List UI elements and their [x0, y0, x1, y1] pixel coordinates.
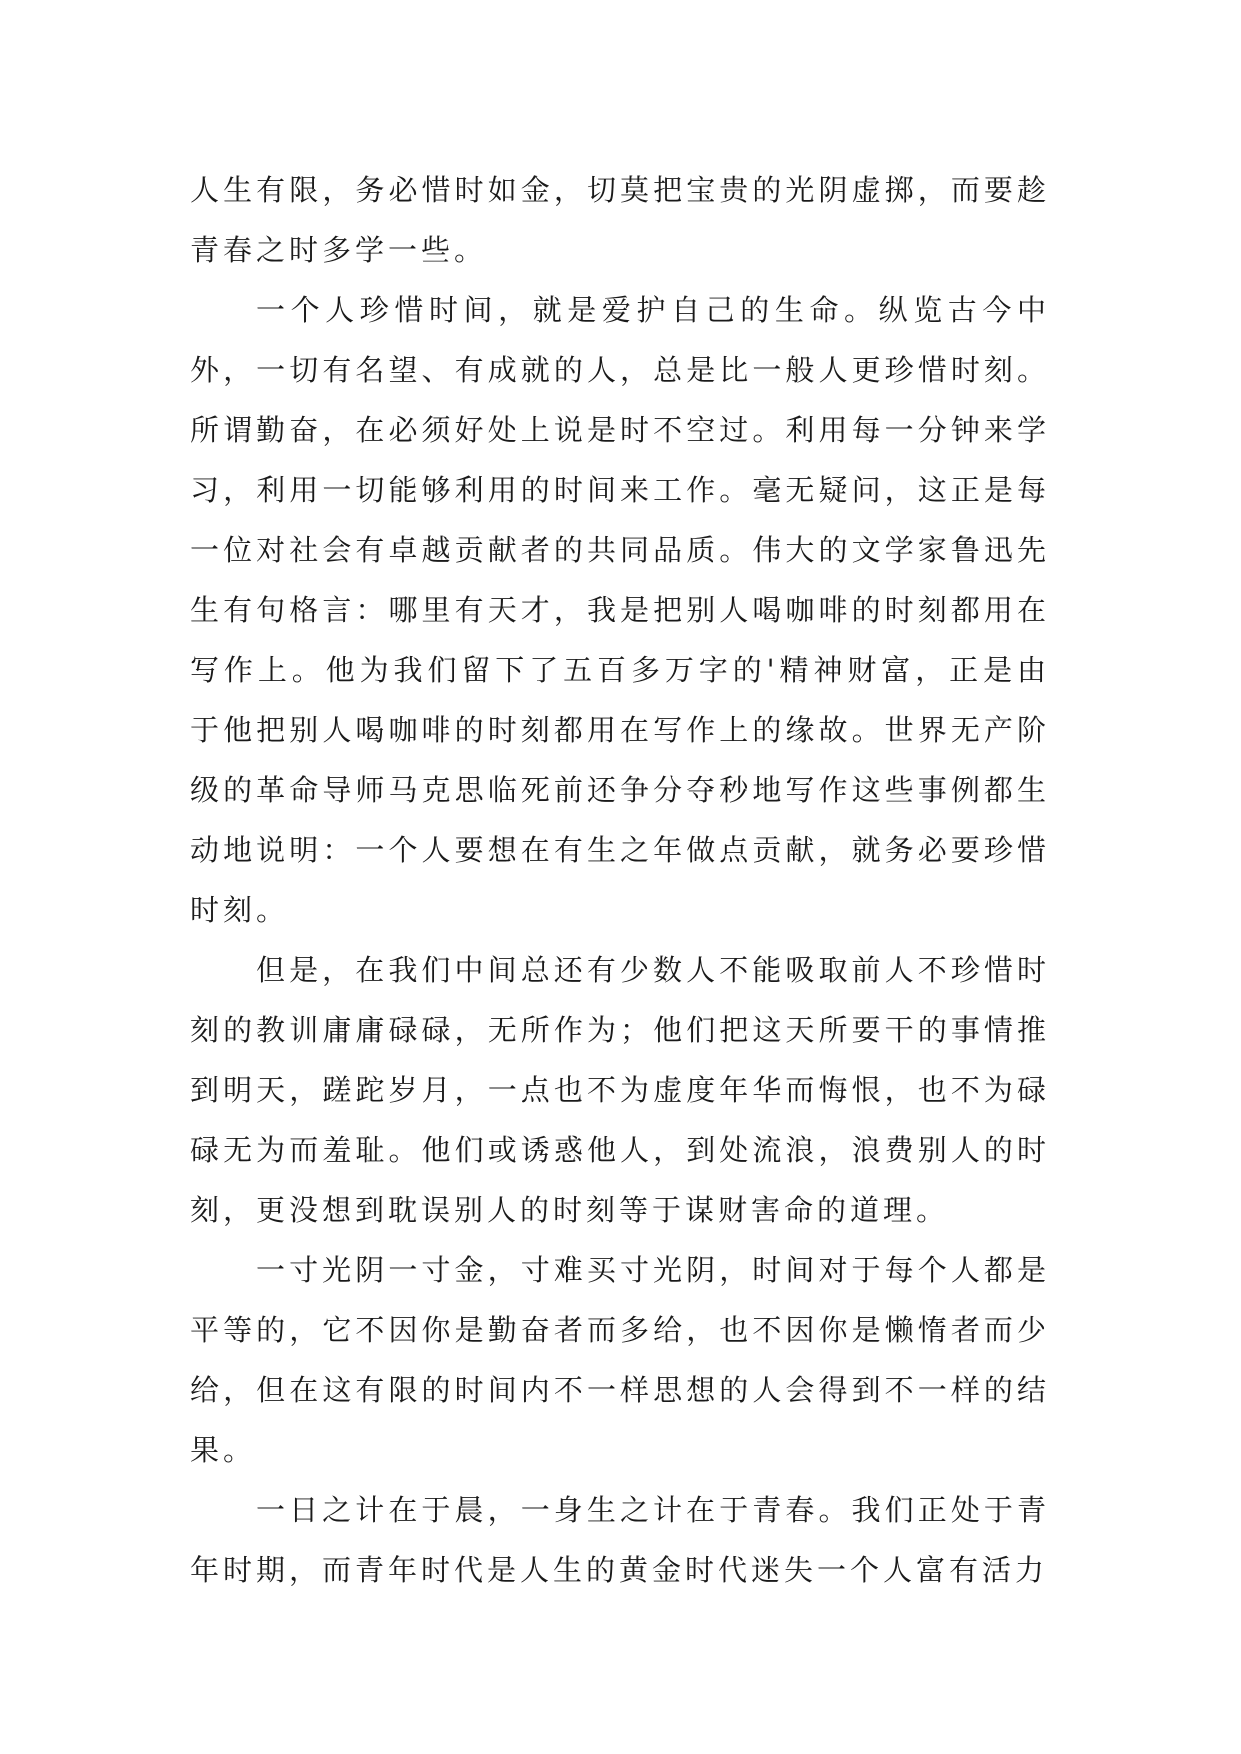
paragraph-1: 人生有限，务必惜时如金，切莫把宝贵的光阴虚掷，而要趁青春之时多学一些。 [190, 173, 1050, 267]
document-page [190, 160, 1050, 1600]
paragraph-4: 一寸光阴一寸金，寸难买寸光阴，时间对于每个人都是平等的，它不因你是勤奋者而多给，也不因你是懒惰者而少给，但在这有限的时间内不一样思想的人会得到不一样的结果。 [190, 1253, 1050, 1467]
paragraph-2: 一个人珍惜时间，就是爱护自己的生命。纵览古今中外，一切有名望、有成就的人，总是比一般人更珍惜时刻。所谓勤奋，在必须好处上说是时不空过。利用每一分钟来学习，利用一切能够利用的时间来工作。毫无疑问，这正是每一位对社会有卓越贡献者的共同品质。伟大的文学家鲁迅先生有句格言：哪里有天才，我是把别人喝咖啡的时刻都用在写作上。他为我们留下了五百多万字的'精神财富，正是由于他把别人喝咖啡的时刻都用在写作上的缘故。世界无产阶级的革命导师马克思临死前还争分夺秒地写作这些事例都生动地说明：一个人要想在有生之年做点贡献，就务必要珍惜时刻。 [190, 293, 1050, 927]
paragraph-5: 一日之计在于晨，一身生之计在于青春。我们正处于青年时期，而青年时代是人生的黄金时代迷失一个人富有活力 [190, 1493, 1050, 1587]
paragraph-3: 但是，在我们中间总还有少数人不能吸取前人不珍惜时刻的教训庸庸碌碌，无所作为；他们把这天所要干的事情推到明天，蹉跎岁月，一点也不为虚度年华而悔恨，也不为碌碌无为而羞耻。他们或诱惑他人，到处流浪，浪费别人的时刻，更没想到耽误别人的时刻等于谋财害命的道理。 [190, 953, 1050, 1227]
